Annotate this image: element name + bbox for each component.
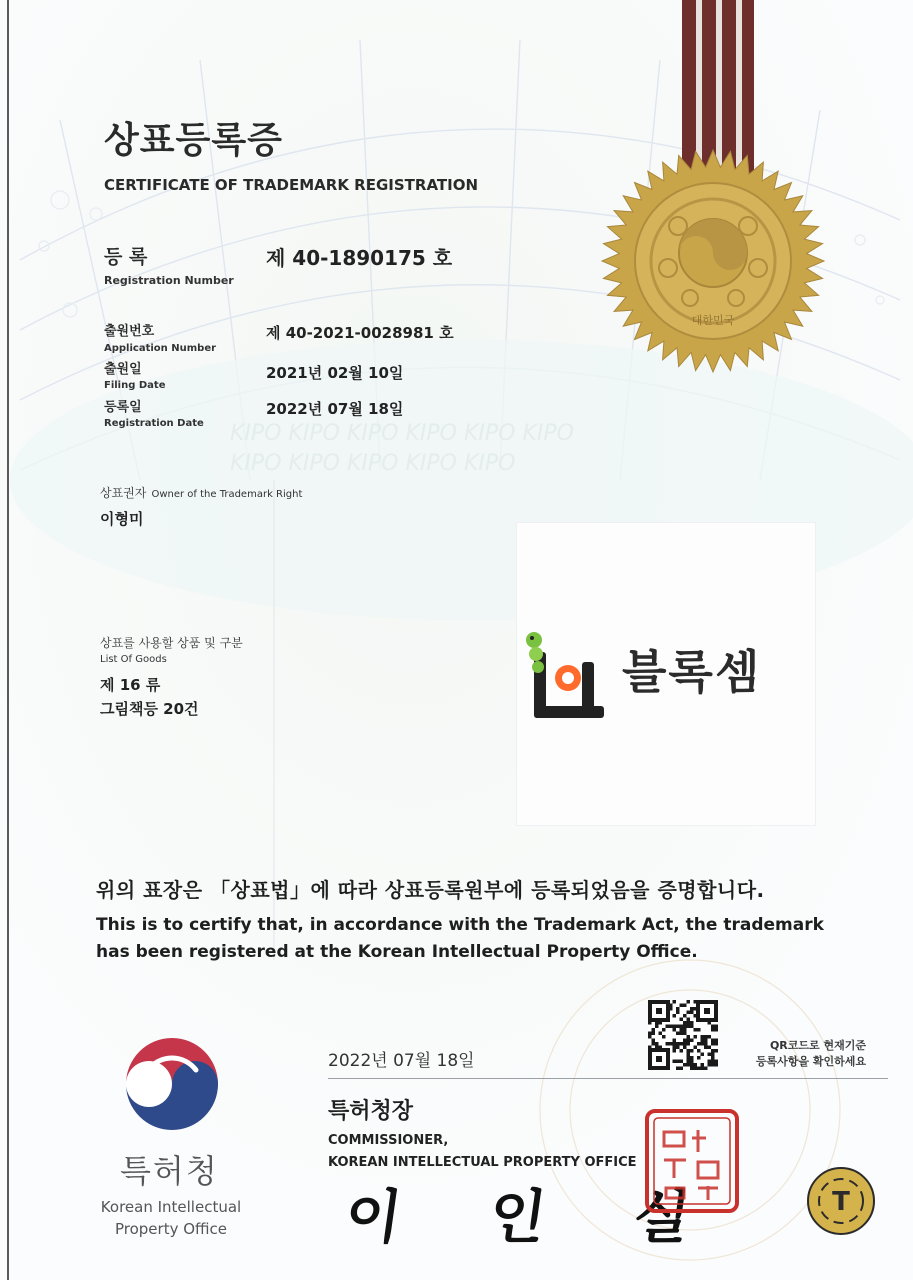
divider xyxy=(328,1078,888,1079)
trademark-text: 블록셈 xyxy=(622,645,762,699)
issue-date: 2022년 07월 18일 xyxy=(328,1051,475,1071)
filing-date: 2021년 02월 10일 xyxy=(266,364,404,382)
seal-text: 대한민국 xyxy=(691,314,735,327)
certificate-title-en: CERTIFICATE OF TRADEMARK REGISTRATION xyxy=(104,176,479,194)
certificate-title-ko: 상표등록증 xyxy=(104,120,283,161)
badge-letter: T xyxy=(832,1187,850,1217)
certify-statement-ko: 위의 표장은 「상표법」에 따라 상표등록원부에 등록되었음을 증명합니다. xyxy=(96,878,765,902)
certify-en-line1: This is to certify that, in accordance with the Trademark Act, the trademark xyxy=(96,915,824,935)
badge-t-icon[interactable] xyxy=(806,1166,876,1236)
registration-date: 2022년 07월 18일 xyxy=(266,400,404,418)
owner-label-en: Owner of the Trademark Right xyxy=(151,489,303,500)
goods-class: 제 16 류 xyxy=(100,676,161,694)
owner-label-ko: 상표권자 xyxy=(100,486,147,500)
commissioner-title-en xyxy=(328,1130,637,1174)
kipo-name-ko: 특허청 xyxy=(120,1152,219,1190)
commissioner-en-line2: KOREAN INTELLECTUAL PROPERTY OFFICE xyxy=(328,1155,637,1170)
owner-name: 이형미 xyxy=(100,510,144,528)
qr-note-line2: 등록사항을 확인하세요 xyxy=(755,1055,866,1068)
svg-text:KIPO KIPO KIPO KIPO KIPO: KIPO KIPO KIPO KIPO KIPO xyxy=(230,451,516,476)
qr-note xyxy=(730,1038,866,1070)
kipo-name-en xyxy=(96,1196,246,1240)
filing-label-ko: 출원일 xyxy=(104,362,142,377)
registration-label-en: Registration Number xyxy=(104,274,234,287)
commissioner-en-line1: COMMISSIONER, xyxy=(328,1133,449,1148)
application-label-ko: 출원번호 xyxy=(104,324,155,339)
kipo-en-line1: Korean Intellectual xyxy=(100,1198,242,1216)
signature: 이 인 실 xyxy=(340,1183,729,1251)
application-number: 제 40-2021-0028981 호 xyxy=(266,324,454,342)
gold-seal-icon xyxy=(600,148,826,374)
registration-number: 제 40-1890175 호 xyxy=(266,246,453,270)
kipo-en-line2: Property Office xyxy=(114,1220,228,1238)
qr-code-icon[interactable] xyxy=(648,1000,718,1070)
filing-label-en: Filing Date xyxy=(104,380,166,391)
owner-label xyxy=(100,482,302,501)
application-label-en: Application Number xyxy=(104,343,217,354)
qr-note-line1: QR코드로 현재기준 xyxy=(769,1039,866,1052)
reg-date-label-en: Registration Date xyxy=(104,418,204,429)
official-stamp-icon xyxy=(644,1108,740,1214)
certify-en-line2: has been registered at the Korean Intellectual Property Office. xyxy=(96,942,698,962)
goods-items: 그림책등 20건 xyxy=(100,700,199,718)
commissioner-title-ko: 특허청장 xyxy=(328,1099,414,1124)
certify-statement-en xyxy=(96,912,824,966)
registration-label-ko: 등 록 xyxy=(104,246,148,268)
trademark-logo-icon xyxy=(516,626,620,726)
reg-date-label-ko: 등록일 xyxy=(104,400,142,415)
goods-label-en: List Of Goods xyxy=(100,654,167,665)
svg-text:KIPO KIPO KIPO KIPO KIPO KIPO: KIPO KIPO KIPO KIPO KIPO KIPO xyxy=(230,421,574,446)
kipo-taegeuk-icon xyxy=(118,1030,226,1138)
goods-label-ko: 상표를 사용할 상품 및 구분 xyxy=(100,636,243,650)
